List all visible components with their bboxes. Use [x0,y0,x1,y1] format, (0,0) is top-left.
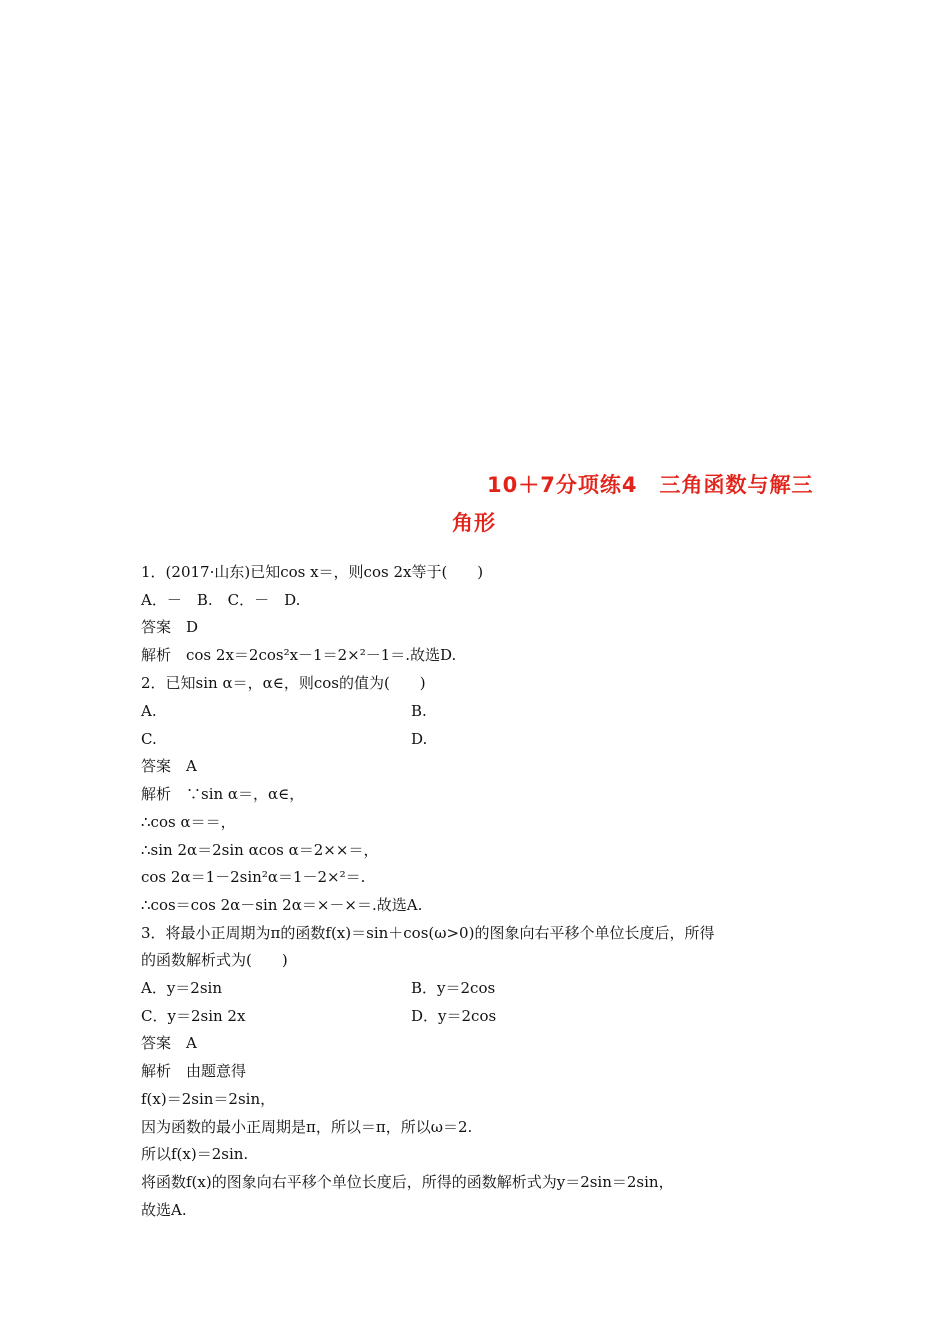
q3-analysis-line: f(x)＝2sin＝2sin， [141,1090,276,1108]
q1-stem: 1．(2017·山东)已知cos x＝，则cos 2x等于( ) [141,563,484,581]
q3-option-a: A．y＝2sin [141,979,223,997]
page-title-line1: 10＋7分项练4 三角函数与解三 [487,473,814,497]
q2-answer: 答案 A [141,757,197,775]
q2-option-a: A. [141,702,157,720]
q1-analysis: 解析 cos 2x＝2cos²x－1＝2×²－1＝.故选D. [141,646,457,664]
q3-option-b: B．y＝2cos [411,979,496,997]
page-title-line2: 角形 [452,511,496,535]
q3-analysis-line: 将函数f(x)的图象向右平移个单位长度后，所得的函数解析式为y＝2sin＝2sin， [141,1173,674,1191]
q1-options: A．－ B. C．－ D. [141,591,301,609]
q1-answer: 答案 D [141,618,199,636]
q3-option-c: C．y＝2sin 2x [141,1007,246,1025]
q3-answer: 答案 A [141,1034,197,1052]
q2-analysis-line: ∴cos α＝＝， [141,813,236,831]
q2-option-d: D. [411,730,428,748]
q2-analysis-line: ∴cos＝cos 2α－sin 2α＝×－×＝.故选A. [141,896,423,914]
q3-analysis-line: 故选A. [141,1201,187,1219]
q2-analysis-line: cos 2α＝1－2sin²α＝1－2×²＝. [141,868,366,886]
q2-stem: 2．已知sin α＝，α∈，则cos的值为( ) [141,674,426,692]
q3-analysis-line: 所以f(x)＝2sin. [141,1145,249,1163]
q3-analysis-line: 解析 由题意得 [141,1062,247,1080]
q2-analysis-line: 解析 ∵sin α＝，α∈， [141,785,305,803]
q3-option-d: D．y＝2cos [411,1007,497,1025]
q3-stem-line1: 3．将最小正周期为π的函数f(x)＝sin＋cos(ω>0)的图象向右平移个单位长度后，所得 [141,924,715,942]
q2-analysis-line: ∴sin 2α＝2sin αcos α＝2××＝， [141,841,379,859]
q2-option-c: C. [141,730,157,748]
q2-option-b: B. [411,702,427,720]
q3-stem-line2: 的函数解析式为( ) [141,951,288,969]
q3-analysis-line: 因为函数的最小正周期是π，所以＝π，所以ω＝2. [141,1118,473,1136]
